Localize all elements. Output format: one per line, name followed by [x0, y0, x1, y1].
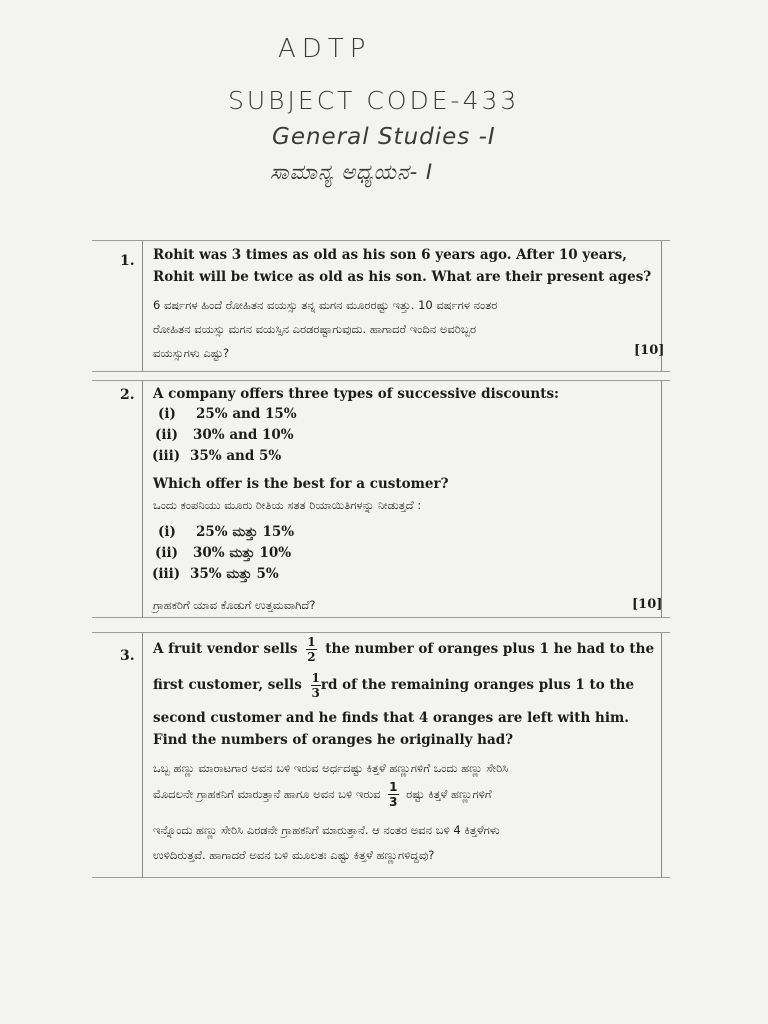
fraction-denominator: 2 — [307, 650, 316, 664]
fraction-one-third-kannada — [388, 781, 398, 808]
option-text: 30% and 10% — [193, 427, 294, 443]
question-2-english-intro: A company offers three types of successive discounts: — [153, 386, 560, 402]
handwritten-subject-code: SUBJECT CODE-433 — [228, 86, 520, 115]
question-3-kannada-line-2 — [153, 781, 492, 808]
question-2-number: 2. — [120, 387, 135, 403]
fraction-numerator: 1 — [389, 780, 398, 794]
text-segment: A fruit vendor sells — [153, 641, 298, 657]
text-segment: ಮೊದಲನೇ ಗ್ರಾಹಕನಿಗೆ ಮಾರುತ್ತಾನೆ ಹಾಗೂ ಅವನ ಬಳಿ ಇರುವ — [153, 787, 381, 801]
question-1-kannada-line-1: 6 ವರ್ಷಗಳ ಹಿಂದೆ ರೋಹಿತನ ವಯಸ್ಸು ತನ್ನ ಮಗನ ಮೂರರಷ್ಟು ಇತ್ತು. 10 ವರ್ಷಗಳ ನಂತರ — [153, 298, 498, 312]
option-label: (iii) — [152, 448, 181, 464]
question-2-kannada-option-2 — [155, 545, 291, 561]
question-3-english-line-3: second customer and he finds that 4 oranges are left with him. — [153, 710, 629, 726]
fraction-one-third — [311, 672, 321, 699]
fraction-denominator: 3 — [389, 795, 398, 809]
option-label: (ii) — [155, 427, 179, 443]
option-label: (i) — [158, 524, 176, 540]
handwritten-subject-name: General Studies -I — [272, 124, 496, 150]
question-1-english-line-2: Rohit will be twice as old as his son. What are their present ages? — [153, 269, 652, 285]
question-2-english-question: Which offer is the best for a customer? — [153, 476, 449, 492]
question-3-english-line-1 — [153, 636, 654, 663]
option-text: 35% ಮತ್ತು 5% — [190, 566, 279, 582]
question-1-number: 1. — [120, 253, 135, 269]
handwritten-code-title: ADTP — [278, 34, 372, 64]
fraction-denominator: 3 — [311, 686, 320, 700]
text-segment: rd of the remaining oranges plus 1 to the — [320, 677, 635, 693]
text-segment: the number of oranges plus 1 he had to the — [325, 641, 655, 657]
text-segment: ರಷ್ಟು ಕಿತ್ತಳೆ ಹಣ್ಣುಗಳಿಗೆ — [406, 787, 492, 801]
question-1-marks: [10] — [634, 343, 665, 358]
question-2-kannada-option-1 — [158, 524, 294, 540]
question-1-english-line-1: Rohit was 3 times as old as his son 6 years ago. After 10 years, — [153, 247, 627, 263]
question-2-marks: [10] — [632, 597, 663, 612]
question-2-kannada-question: ಗ್ರಾಹಕರಿಗೆ ಯಾವ ಕೊಡುಗೆ ಉತ್ತಮವಾಗಿದೆ? — [153, 598, 316, 612]
question-2-kannada-intro: ಒಂದು ಕಂಪನಿಯು ಮೂರು ರೀತಿಯ ಸತತ ರಿಯಾಯಿತಿಗಳನ್ನು ನೀಡುತ್ತದೆ : — [153, 498, 422, 512]
question-2-option-2 — [155, 427, 294, 443]
option-label: (ii) — [155, 545, 179, 561]
text-segment: first customer, sells — [153, 677, 302, 693]
question-2-kannada-option-3 — [152, 566, 279, 582]
fraction-numerator: 1 — [311, 671, 320, 685]
option-label: (iii) — [152, 566, 181, 582]
question-3-kannada-line-4: ಉಳಿದಿರುತ್ತವೆ. ಹಾಗಾದರೆ ಅವನ ಬಳಿ ಮೂಲತಃ ಎಷ್ಟು ಕಿತ್ತಳೆ ಹಣ್ಣುಗಳಿದ್ದವು? — [153, 848, 435, 862]
fraction-one-half — [306, 636, 316, 663]
question-3-number: 3. — [120, 648, 135, 664]
question-3-english-line-4: Find the numbers of oranges he originally had? — [153, 732, 514, 748]
option-text: 25% ಮತ್ತು 15% — [196, 524, 295, 540]
question-3-kannada-line-3: ಇನ್ನೊಂದು ಹಣ್ಣು ಸೇರಿಸಿ ಎರಡನೇ ಗ್ರಾಹಕನಿಗೆ ಮಾರುತ್ತಾನೆ. ಆ ನಂತರ ಅವನ ಬಳಿ 4 ಕಿತ್ತಳೆಗಳು — [153, 823, 500, 837]
option-text: 30% ಮತ್ತು 10% — [193, 545, 292, 561]
option-text: 35% and 5% — [190, 448, 282, 464]
option-text: 25% and 15% — [196, 406, 297, 422]
fraction-numerator: 1 — [307, 635, 316, 649]
option-label: (i) — [158, 406, 176, 422]
question-3-kannada-line-1: ಒಬ್ಬ ಹಣ್ಣು ಮಾರಾಟಗಾರ ಅವನ ಬಳಿ ಇರುವ ಅರ್ಧದಷ್ಟು ಕಿತ್ತಳೆ ಹಣ್ಣುಗಳಿಗೆ ಒಂದು ಹಣ್ಣು ಸೇರಿಸಿ — [153, 761, 509, 775]
question-1-kannada-line-3: ವಯಸ್ಸುಗಳು ಎಷ್ಟು? — [153, 346, 230, 360]
question-1-kannada-line-2: ರೋಹಿತನ ವಯಸ್ಸು ಮಗನ ವಯಸ್ಸಿನ ಎರಡರಷ್ಟಾಗುವುದು. ಹಾಗಾದರೆ ಇಂದಿನ ಅವರಿಬ್ಬರ — [153, 322, 477, 336]
question-2-option-3 — [152, 448, 281, 464]
question-2-option-1 — [158, 406, 297, 422]
question-3-english-line-2 — [153, 672, 634, 699]
handwritten-subject-name-kannada: ಸಾಮಾನ್ಯ ಅಧ್ಯಯನ- I — [270, 160, 434, 184]
